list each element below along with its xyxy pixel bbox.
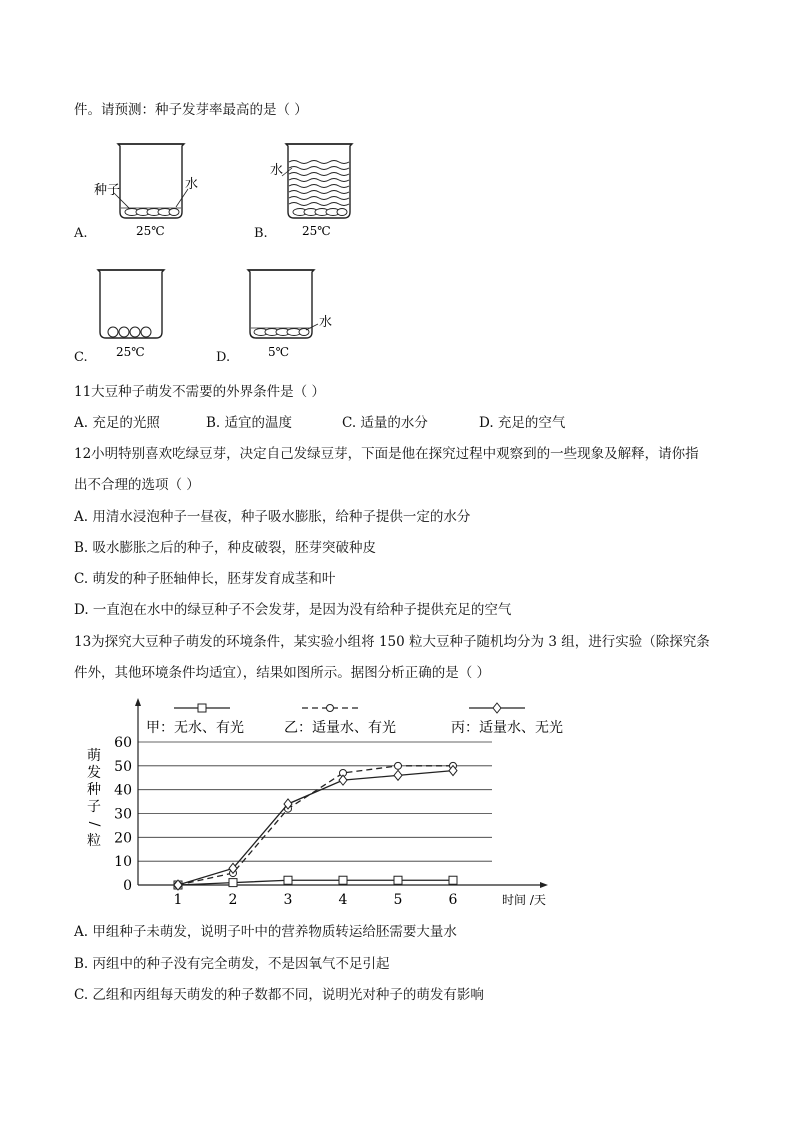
y-tick-label: 10 (114, 854, 132, 871)
temp-label: 25℃ (302, 224, 331, 238)
y-tick-label: 60 (114, 735, 132, 751)
point-square (394, 876, 402, 884)
x-tick-label: 5 (393, 892, 403, 908)
x-tick-label: 3 (283, 892, 293, 908)
option-d-letter: D. (216, 350, 231, 365)
temp-label: 25℃ (136, 224, 165, 238)
y-label-char: 发 (87, 765, 101, 781)
q11-option-b: B. 适宜的温度 (206, 415, 293, 431)
q12-option-a: A. 用清水浸泡种子一昼夜，种子吸水膨胀，给种子提供一定的水分 (74, 509, 471, 525)
option-b-letter: B. (254, 226, 268, 241)
x-tick-label: 6 (448, 892, 458, 908)
y-tick-label: 50 (114, 758, 132, 775)
legend-label: 甲：无水、有光 (146, 720, 244, 736)
y-tick-label: 20 (114, 830, 132, 847)
chart-grid (138, 742, 492, 861)
q12-stem-line1: 12小明特别喜欢吃绿豆芽，决定自己发绿豆芽，下面是他在探究过程中观察到的一些现象及解释，请你指 (74, 446, 699, 462)
y-tick-label: 30 (114, 806, 132, 823)
q12-stem-line2: 出不合理的选项（ ） (74, 477, 200, 493)
series-line (178, 771, 453, 885)
beaker-b-figure (262, 138, 402, 248)
beaker-a-figure (80, 138, 220, 248)
point-square (449, 876, 457, 884)
point-diamond (394, 770, 402, 780)
water-label: 水 (319, 315, 333, 330)
y-label-char: 子 (87, 799, 101, 815)
x-tick-label: 2 (228, 892, 238, 908)
q13-stem-line2: 件外，其他环境条件均适宜），结果如图所示。据图分析正确的是（ ） (74, 665, 491, 681)
point-diamond (493, 703, 501, 713)
legend-label: 丙：适量水、无光 (451, 720, 563, 736)
germination-line-chart (74, 694, 564, 916)
water-label: 水 (270, 163, 284, 178)
q13-option-b: B. 丙组中的种子没有完全萌发，不是因氧气不足引起 (74, 956, 390, 972)
y-tick-label: 0 (123, 878, 132, 894)
q10-stem-tail: 件。请预测：种子发芽率最高的是（ ） (74, 102, 308, 118)
seed-label: 种子 (94, 183, 121, 198)
q11-option-c: C. 适量的水分 (342, 415, 428, 431)
q11-option-a: A. 充足的光照 (74, 415, 160, 431)
point-diamond (339, 775, 347, 785)
point-square (229, 879, 237, 887)
q11-option-d: D. 充足的空气 (479, 415, 566, 431)
point-circle (327, 705, 334, 712)
q11-stem: 11大豆种子萌发不需要的外界条件是（ ） (74, 384, 325, 400)
x-tick-label: 4 (338, 892, 348, 908)
option-a-letter: A. (74, 226, 88, 241)
temp-label: 25℃ (116, 345, 145, 359)
series-diamond (174, 766, 457, 890)
q13-option-a: A. 甲组种子未萌发，说明子叶中的营养物质转运给胚需要大量水 (74, 924, 457, 940)
beaker-d-figure (234, 264, 374, 374)
beaker-c-figure (80, 264, 220, 374)
legend-label: 乙：适量水、有光 (284, 720, 396, 736)
chart-series (174, 762, 457, 890)
water-label: 水 (185, 177, 199, 192)
q13-option-c: C. 乙组和丙组每天萌发的种子数都不同，说明光对种子的萌发有影响 (74, 987, 484, 1003)
temp-label: 5℃ (268, 345, 290, 359)
y-label-char: 种 (87, 782, 101, 798)
q12-option-c: C. 萌发的种子胚轴伸长，胚芽发育成茎和叶 (74, 571, 336, 587)
series-square (174, 876, 457, 889)
y-label-char: 粒 (87, 833, 101, 849)
series-line (178, 880, 453, 885)
point-square (198, 704, 206, 712)
q12-option-d: D. 一直泡在水中的绿豆种子不会发芽，是因为没有给种子提供充足的空气 (74, 602, 512, 618)
x-axis-label: 时间 /天 (502, 893, 546, 907)
point-circle (395, 762, 402, 769)
chart-legend (146, 703, 563, 736)
y-axis-label (86, 747, 102, 849)
series-circle (175, 762, 457, 888)
point-square (284, 876, 292, 884)
q12-option-b: B. 吸水膨胀之后的种子，种皮破裂，胚芽突破种皮 (74, 540, 377, 556)
y-axis-arrow (135, 698, 141, 706)
x-tick-label: 1 (173, 892, 183, 908)
x-axis-arrow (540, 882, 548, 888)
series-line (178, 766, 453, 885)
option-c-letter: C. (74, 350, 88, 365)
y-tick-label: 40 (114, 782, 132, 799)
y-label-char: 萌 (87, 748, 101, 764)
y-label-char: / (86, 821, 102, 827)
q13-stem-line1: 13为探究大豆种子萌发的环境条件，某实验小组将 150 粒大豆种子随机均分为 3 组，进行实验（除探究条 (74, 634, 710, 650)
point-square (339, 876, 347, 884)
